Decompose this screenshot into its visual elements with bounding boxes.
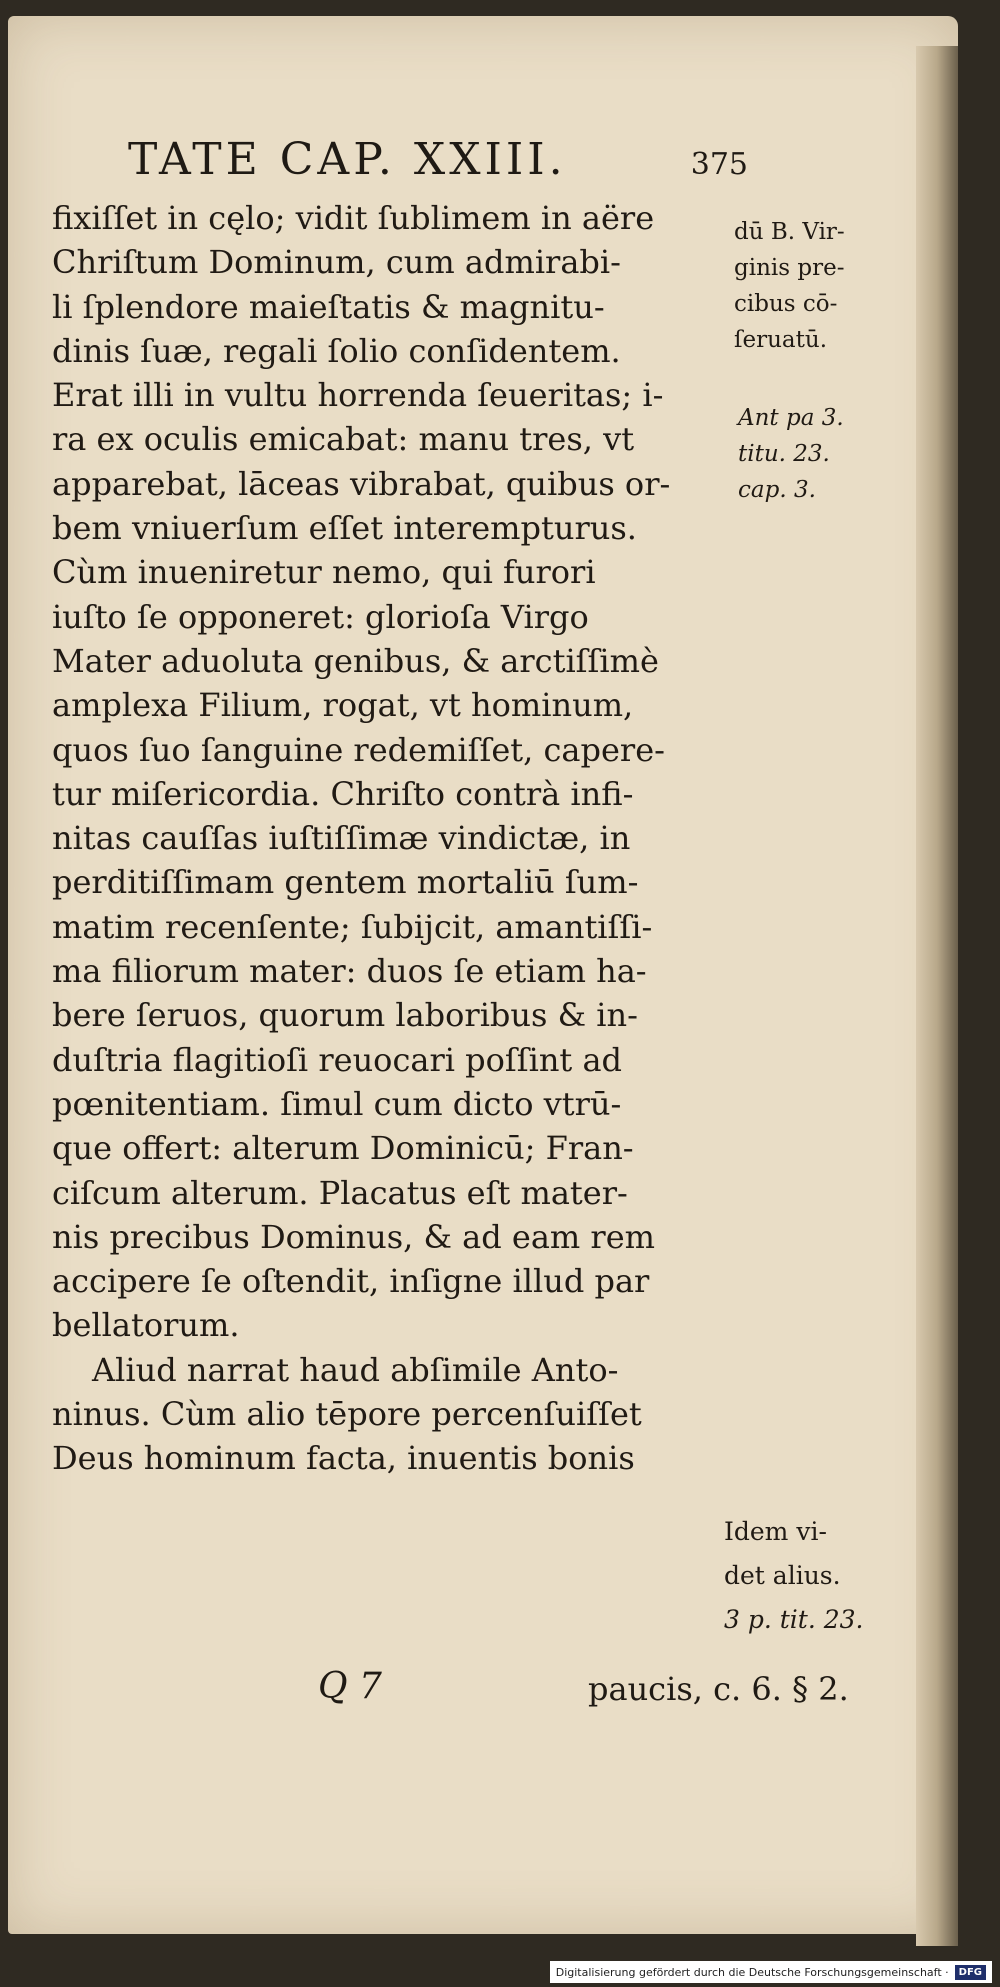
signature-mark: Q 7: [318, 1666, 382, 1707]
digitization-credit: [550, 1961, 992, 1983]
margin-note-reference: [738, 400, 844, 508]
margin-note-line: ginis pre-: [734, 255, 845, 281]
page-number: 375: [690, 147, 748, 182]
text-line: iuſto ſe opponeret: glorioſa Virgo: [52, 597, 589, 636]
text-line: amplexa Filium, rogat, vt hominum,: [52, 686, 634, 725]
text-line: li ſplendore maieſtatis & magnitu-: [52, 287, 605, 326]
dfg-logo-icon: DFG: [955, 1965, 986, 1980]
text-line: ciſcum alterum. Placatus eſt mater-: [52, 1173, 628, 1212]
text-line: tur miſericordia. Chriſto contrà infi-: [52, 774, 634, 813]
text-line: nis precibus Dominus, & ad eam rem: [52, 1217, 655, 1256]
margin-note: [724, 1510, 864, 1642]
text-line: bellatorum.: [52, 1306, 240, 1345]
text-line: Mater aduoluta genibus, & arctiſſimè: [52, 641, 659, 680]
text-line: que offert: alterum Dominicū; Fran-: [52, 1129, 634, 1168]
text-line: duſtria flagitioſi reuocari poſſint ad: [52, 1040, 623, 1079]
text-line: pœnitentiam. ſimul cum dicto vtrū-: [52, 1084, 622, 1123]
text-line: ma filiorum mater: duos ſe etiam ha-: [52, 952, 647, 991]
page-footer: [308, 1666, 868, 1716]
running-head: [128, 134, 748, 204]
margin-note-line: Idem vi-: [724, 1517, 827, 1546]
margin-note-line: det alius.: [724, 1561, 841, 1590]
text-line: fixiſſet in cęlo; vidit ſublimem in aëre: [52, 199, 655, 237]
text-line: bere ſeruos, quorum laboribus & in-: [52, 996, 638, 1035]
main-text: [52, 196, 732, 1481]
text-line: Deus hominum facta, inuentis bonis: [52, 1439, 635, 1478]
margin-note-line: ſeruatū.: [734, 327, 828, 353]
margin-note: [734, 214, 845, 358]
text-line: ra ex oculis emicabat: manu tres, vt: [52, 420, 635, 459]
text-line: apparebat, lāceas vibrabat, quibus or-: [52, 464, 671, 503]
text-line: quos ſuo ſanguine redemiſſet, capere-: [52, 730, 665, 769]
running-title: TATE CAP. XXIII.: [128, 134, 567, 185]
text-line: dinis ſuæ, regali ſolio conſidentem.: [52, 331, 621, 370]
margin-note-line: Ant pa 3.: [738, 405, 844, 431]
margin-note-line: 3 p. tit. 23.: [724, 1605, 864, 1634]
page-edge: [916, 46, 958, 1946]
text-line: Erat illi in vultu horrenda ſeueritas; i-: [52, 376, 664, 415]
book-page: [8, 16, 958, 1934]
text-line: Chriſtum Dominum, cum admirabi-: [52, 243, 621, 282]
text-line: Cùm inueniretur nemo, qui furori: [52, 553, 596, 592]
text-line: ninus. Cùm alio tēpore percenſuiſſet: [52, 1395, 642, 1434]
text-line: accipere ſe oſtendit, inſigne illud par: [52, 1262, 650, 1301]
text-line: nitas cauſſas iuſtiſſimæ vindictæ, in: [52, 819, 631, 858]
text-line: matim recenſente; ſubijcit, amantiſſi-: [52, 907, 653, 946]
catchword: paucis, c. 6. § 2.: [588, 1670, 849, 1708]
text-line: perditiſſimam gentem mortaliū ſum-: [52, 863, 639, 902]
margin-note-line: dū B. Vir-: [734, 219, 845, 245]
margin-note-line: cibus cō-: [734, 291, 838, 317]
text-line: bem vniuerſum eſſet interempturus.: [52, 509, 637, 548]
credit-text: Digitalisierung gefördert durch die Deutsche Forschungsgemeinschaft ·: [555, 1965, 949, 1979]
text-line: Aliud narrat haud abſimile Anto-: [92, 1350, 619, 1389]
margin-note-line: cap. 3.: [738, 477, 816, 503]
margin-note-line: titu. 23.: [738, 441, 830, 467]
